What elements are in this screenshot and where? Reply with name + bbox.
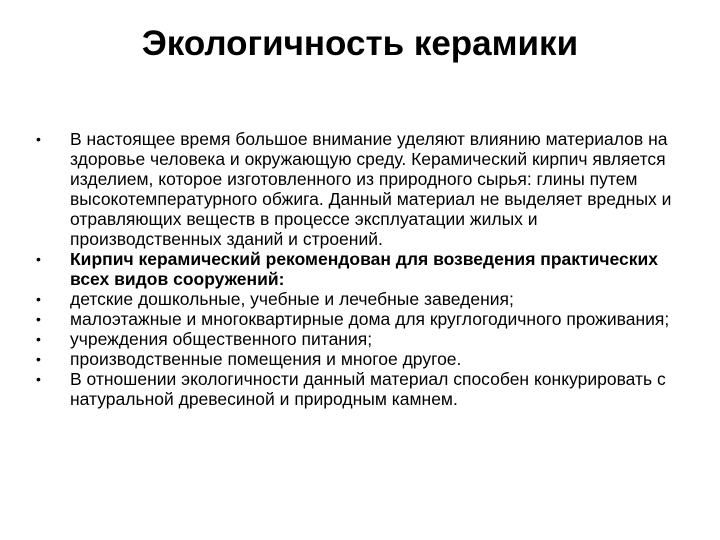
bullet-item: [36, 349, 686, 369]
bullet-item: [36, 249, 686, 289]
bullet-text: малоэтажные и многоквартирные дома для круглогодичного проживания;: [70, 309, 670, 329]
bullet-text: Кирпич керамический рекомендован для возведения практических всех видов сооружений:: [70, 249, 658, 289]
bullet-dot-icon: •: [36, 251, 41, 267]
bullet-item: [36, 309, 686, 329]
bullet-text: В отношении экологичности данный материал способен конкурировать с натуральной древесиной и природным камнем.: [70, 369, 666, 409]
slide-title: Экологичность керамики: [141, 24, 579, 63]
bullet-list: [36, 129, 686, 409]
bullet-text: В настоящее время большое внимание уделяют влиянию материалов на здоровье человека и окружающую среду. Керамический кирпич является изделием, которое изготовленного из природного сырья: глины путем высокотемпературного обжига. Данный материал не выделяет вредных и отравляющих веществ в процессе эксплуатации жилых и производственных зданий и строений.: [70, 129, 672, 249]
bullet-dot-icon: •: [36, 291, 41, 307]
bullet-item: [36, 289, 686, 309]
bullet-text: учреждения общественного питания;: [70, 329, 373, 349]
bullet-item: [36, 129, 686, 249]
bullet-dot-icon: •: [36, 351, 41, 367]
bullet-text: производственные помещения и многое другое.: [70, 349, 462, 369]
bullet-dot-icon: •: [36, 311, 41, 327]
bullet-dot-icon: •: [36, 131, 41, 147]
bullet-item: [36, 369, 686, 409]
bullet-dot-icon: •: [36, 371, 41, 387]
bullet-dot-icon: •: [36, 331, 41, 347]
bullet-text: детские дошкольные, учебные и лечебные заведения;: [70, 289, 514, 309]
bullet-item: [36, 329, 686, 349]
